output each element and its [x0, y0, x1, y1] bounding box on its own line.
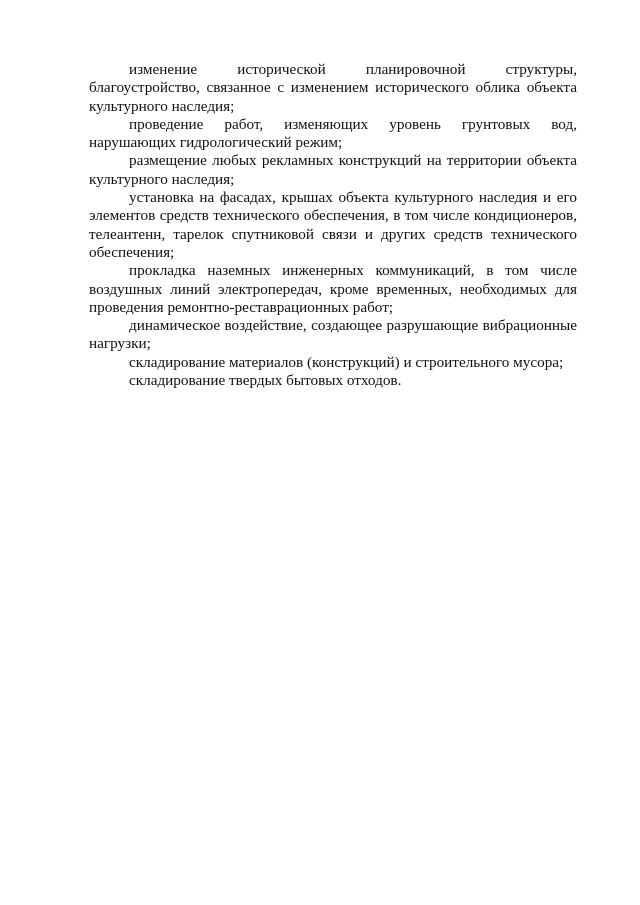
list-item: динамическое воздействие, создающее разрушающие вибрационные нагрузки;: [89, 317, 577, 353]
list-item: проведение работ, изменяющих уровень грунтовых вод, нарушающих гидрологический режим;: [89, 115, 577, 152]
list-item: установка на фасадах, крышах объекта культурного наследия и его элементов средств технического обеспечения, в том числе кондиционеров, телеантенн, тарелок спутниковой связи и других средств технического обеспечения;: [89, 189, 577, 261]
document-body: [89, 61, 577, 390]
list-item: складирование твердых бытовых отходов.: [129, 372, 402, 390]
list-item: размещение любых рекламных конструкций на территории объекта культурного наследия;: [89, 152, 577, 188]
list-item: прокладка наземных инженерных коммуникаций, в том числе воздушных линий электропередач, кроме временных, необходимых для проведения ремонтно-реставрационных работ;: [89, 262, 577, 316]
list-item: складирование материалов (конструкций) и строительного мусора;: [129, 353, 564, 371]
list-item: изменение исторической планировочной структуры, благоустройство, связанное с изменением исторического облика объекта культурного наследия;: [89, 61, 577, 115]
